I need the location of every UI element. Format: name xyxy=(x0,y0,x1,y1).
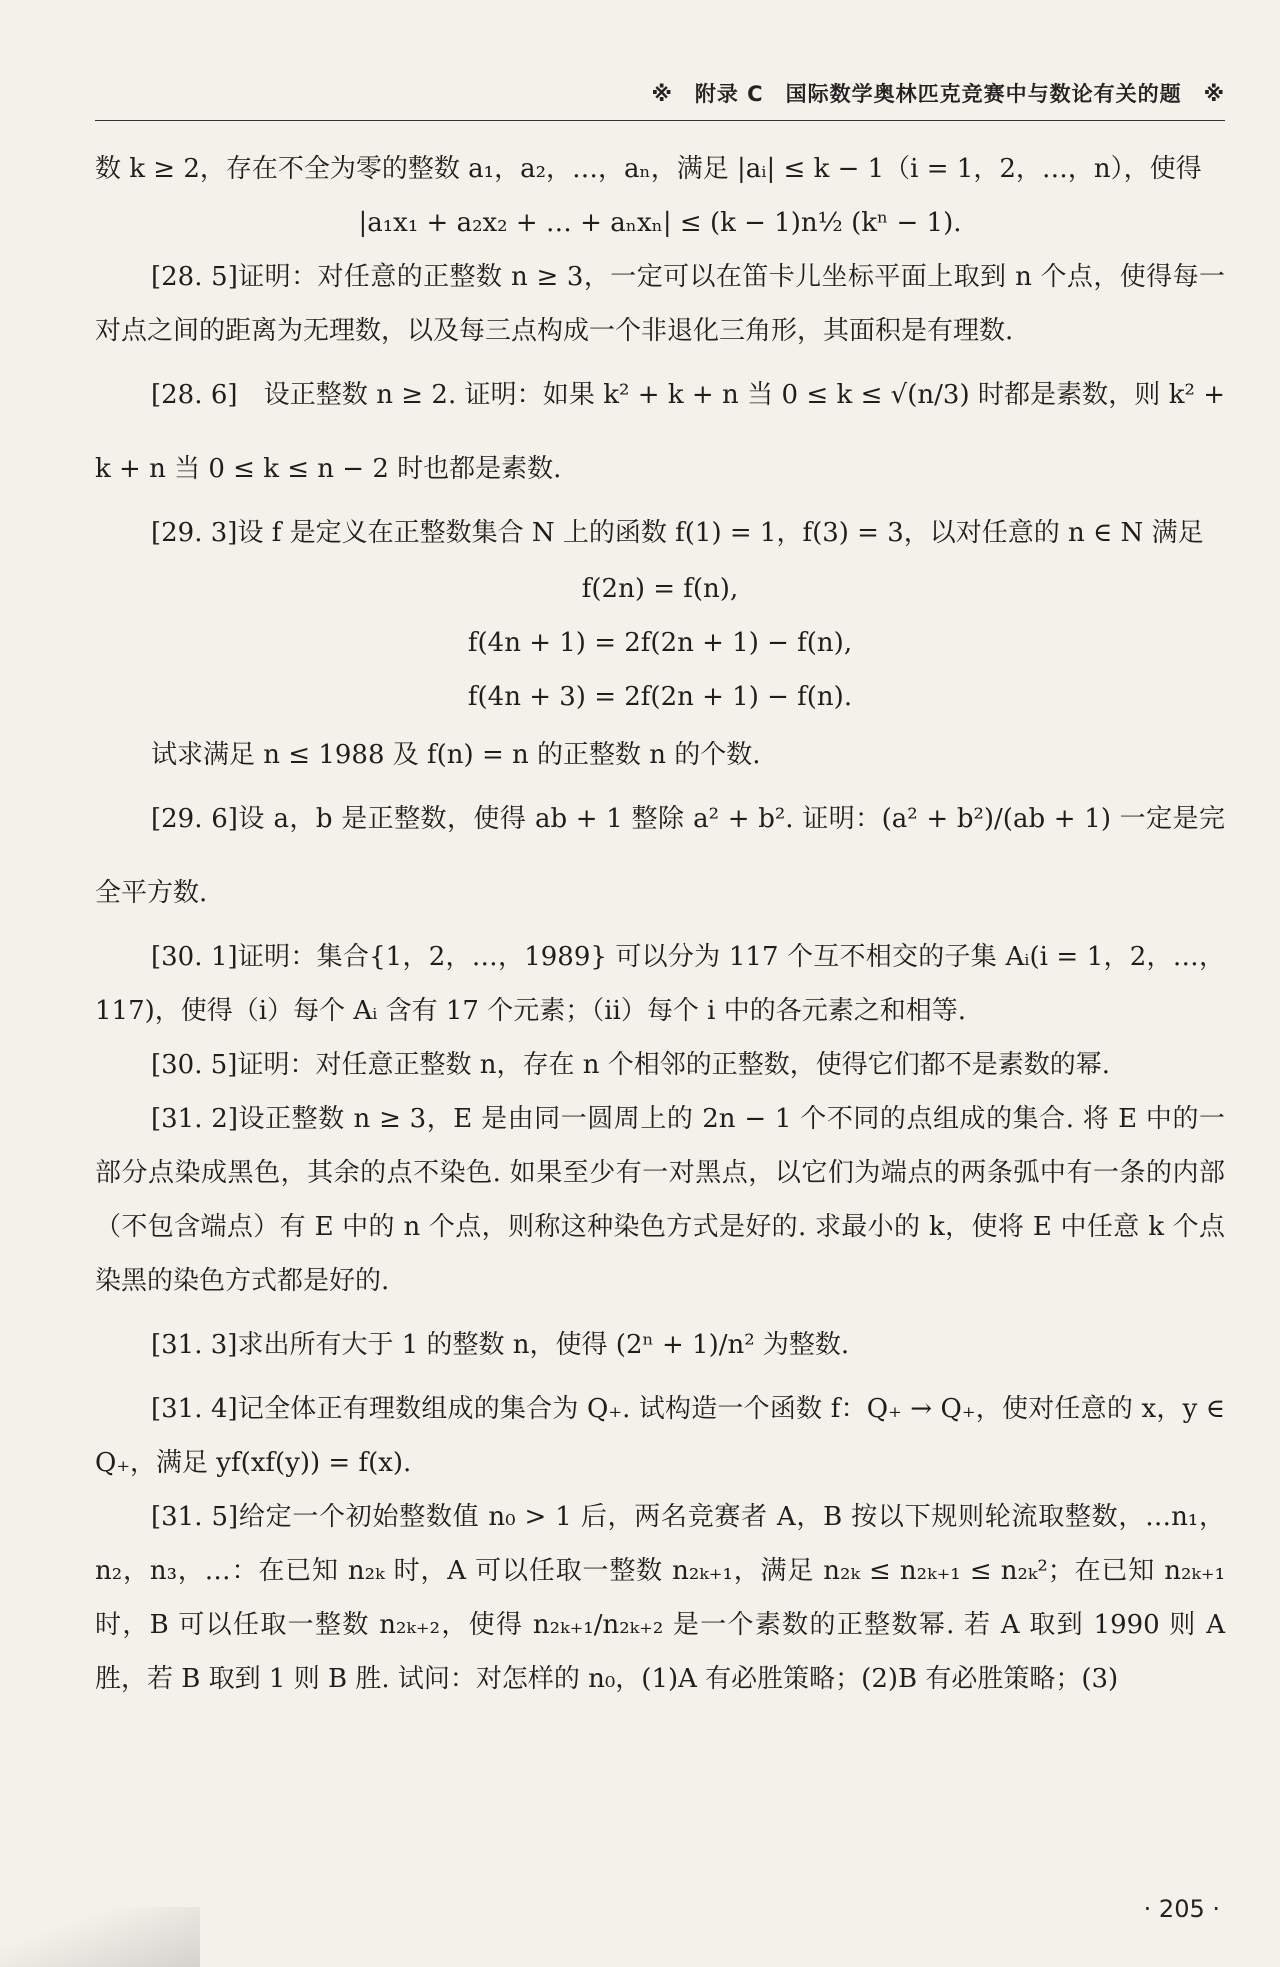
problem-label: [30. 1] xyxy=(151,942,238,972)
problem-text: 证明：集合{1，2，…，1989} 可以分为 117 个互不相交的子集 Aᵢ(i = 1，2，…，117)，使得（ⅰ）每个 Aᵢ 含有 17 个元素；（ⅱ）每个 i 中的各元素之和相等. xyxy=(95,942,1225,1026)
page-corner-shadow xyxy=(0,1907,200,1967)
problem-30-1 xyxy=(95,930,1225,1038)
equation-line: f(4n + 1) = 2f(2n + 1) − f(n), xyxy=(467,628,853,658)
problem-28-5 xyxy=(95,250,1225,358)
inequality-equation: |a₁x₁ + a₂x₂ + … + aₙxₙ| ≤ (k − 1)n½ (kⁿ − 1). xyxy=(358,208,962,238)
problem-label: [28. 5] xyxy=(151,262,238,292)
equation-line: f(2n) = f(n), xyxy=(581,574,739,604)
problem-text: 给定一个初始整数值 n₀ > 1 后，两名竞赛者 A，B 按以下规则轮流取整数，…n₁，n₂，n₃，…：在已知 n₂ₖ 时，A 可以任取一整数 n₂ₖ₊₁，满足 n₂ₖ ≤ n₂ₖ₊₁ ≤ n₂ₖ²；在已知 n₂ₖ₊₁ 时，B 可以任取一整数 n₂ₖ₊₂，使得 n₂ₖ₊₁/n₂ₖ₊₂ 是一个素数的正整数幂. 若 A 取到 1990 则 A 胜，若 B 取到 1 则 B 胜. 试问：对怎样的 n₀，(1)A 有必胜策略；(2)B 有必胜策略；(3) xyxy=(95,1502,1225,1694)
problem-text: 记全体正有理数组成的集合为 Q₊. 试构造一个函数 f：Q₊ → Q₊，使对任意的 x，y ∈ Q₊，满足 yf(xf(y)) = f(x). xyxy=(95,1394,1225,1478)
problem-29-3-question: 试求满足 n ≤ 1988 及 f(n) = n 的正整数 n 的个数. xyxy=(151,740,761,770)
problem-text: 设正整数 n ≥ 2. 证明：如果 k² + k + n 当 0 ≤ k ≤ √(n/3) 时都是素数，则 k² + k + n 当 0 ≤ k ≤ n − 2 时也都是素数. xyxy=(95,380,1225,484)
problem-label: [28. 6] xyxy=(151,380,238,410)
problem-label: [30. 5] xyxy=(151,1050,238,1080)
problem-label: [29. 3] xyxy=(151,518,238,548)
problem-31-5 xyxy=(95,1490,1225,1706)
problem-text: 求出所有大于 1 的整数 n，使得 (2ⁿ + 1)/n² 为整数. xyxy=(237,1330,850,1360)
problem-text: 证明：对任意的正整数 n ≥ 3，一定可以在笛卡儿坐标平面上取到 n 个点，使得每一对点之间的距离为无理数，以及每三点构成一个非退化三角形，其面积是有理数. xyxy=(95,262,1225,346)
page-body xyxy=(95,142,1225,1706)
problem-text: 证明：对任意正整数 n，存在 n 个相邻的正整数，使得它们都不是素数的幂. xyxy=(237,1050,1111,1080)
problem-31-4 xyxy=(95,1382,1225,1490)
running-header: ※ 附录 C 国际数学奥林匹克竞赛中与数论有关的题 ※ xyxy=(651,82,1225,106)
problem-29-3 xyxy=(95,506,1225,560)
problem-29-6 xyxy=(95,782,1225,930)
problem-30-5 xyxy=(95,1038,1225,1092)
problem-text: 设正整数 n ≥ 3，E 是由同一圆周上的 2n − 1 个不同的点组成的集合. 将 E 中的一部分点染成黑色，其余的点不染色. 如果至少有一对黑点，以它们为端点的两条弧中有一条的内部（不包含端点）有 E 中的 n 个点，则称这种染色方式是好的. 求最小的 k，使将 E 中任意 k 个点染黑的染色方式都是好的. xyxy=(95,1104,1225,1296)
continued-text: 数 k ≥ 2，存在不全为零的整数 a₁，a₂，…，aₙ，满足 |aᵢ| ≤ k − 1（i = 1，2，…，n），使得 xyxy=(95,154,1202,184)
problem-label: [31. 5] xyxy=(151,1502,239,1532)
problem-text: 设 a，b 是正整数，使得 ab + 1 整除 a² + b². 证明：(a² + b²)/(ab + 1) 一定是完全平方数. xyxy=(95,804,1225,908)
problem-label: [29. 6] xyxy=(151,804,238,834)
problem-label: [31. 4] xyxy=(151,1394,238,1424)
problem-31-3 xyxy=(95,1308,1225,1382)
problem-31-2 xyxy=(95,1092,1225,1308)
functional-equations xyxy=(95,562,1225,724)
problem-28-6 xyxy=(95,358,1225,506)
page-number: · 205 · xyxy=(1143,1895,1220,1923)
problem-text: 设 f 是定义在正整数集合 N 上的函数 f(1) = 1，f(3) = 3，以对任意的 n ∈ N 满足 xyxy=(237,518,1204,548)
header-rule xyxy=(95,120,1225,121)
problem-label: [31. 2] xyxy=(151,1104,238,1134)
problem-label: [31. 3] xyxy=(151,1330,238,1360)
equation-line: f(4n + 3) = 2f(2n + 1) − f(n). xyxy=(467,682,853,712)
